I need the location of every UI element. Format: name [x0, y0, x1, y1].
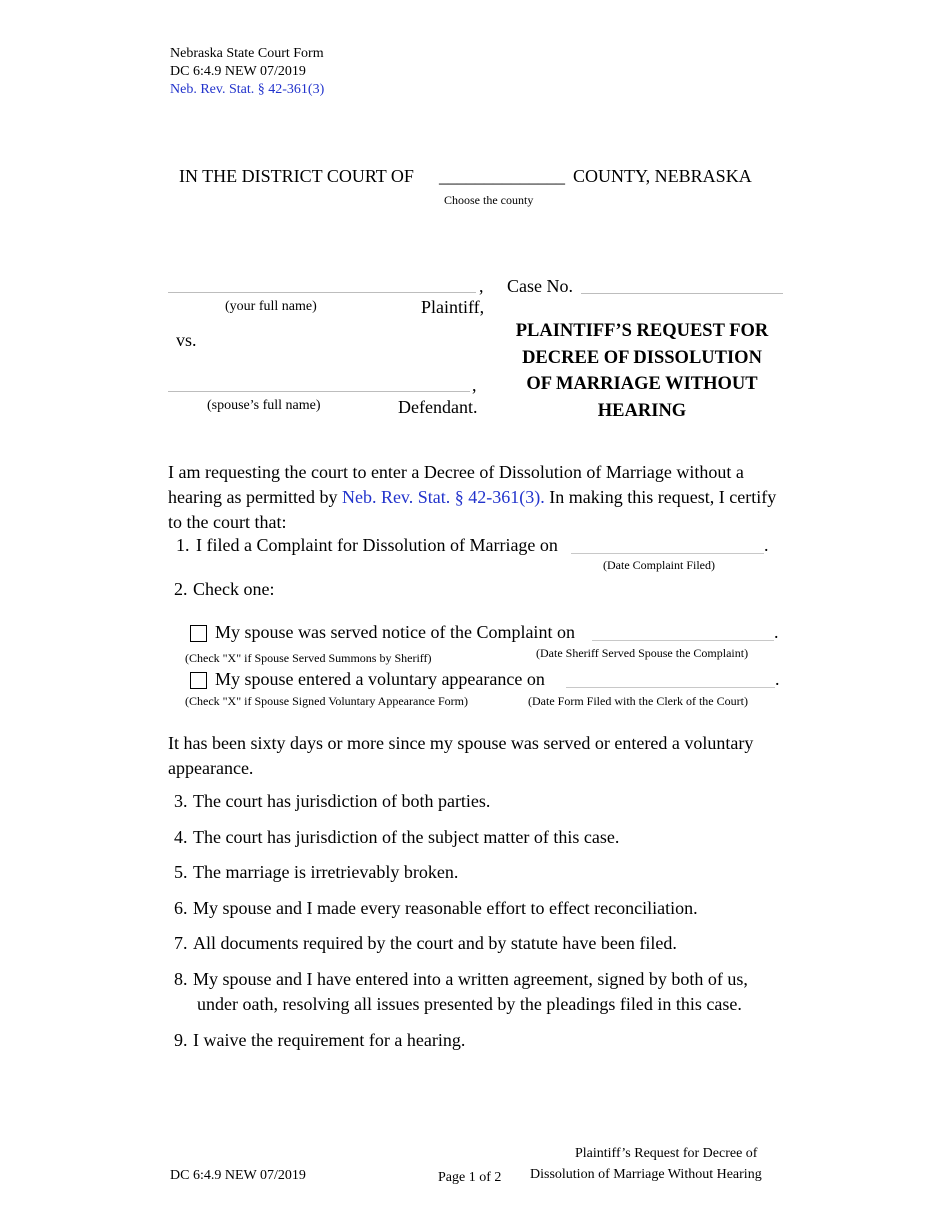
court-suffix: COUNTY, NEBRASKA [573, 166, 752, 186]
document-title-line-1: PLAINTIFF’S REQUEST FOR [515, 321, 769, 341]
case-no-label: Case No. [507, 276, 573, 296]
intro-statute-link[interactable]: Neb. Rev. Stat. § 42-361(3). [341, 487, 545, 507]
item-1-text: I filed a Complaint for Dissolution of Marriage on [196, 535, 558, 555]
item-4-number: 4. [174, 827, 188, 847]
defendant-role: Defendant. [398, 397, 478, 417]
option-b-date-hint: (Date Form Filed with the Clerk of the Court) [528, 694, 748, 708]
item-7-number: 7. [174, 933, 188, 953]
sheriff-served-date-field[interactable] [592, 640, 774, 641]
voluntary-appearance-checkbox[interactable] [190, 672, 207, 689]
document-title-line-2: DECREE OF DISSOLUTION [522, 347, 762, 368]
item-1-period: . [764, 535, 769, 555]
item-8-text: My spouse and I have entered into a written agreement, signed by both of us, [193, 969, 748, 989]
item-2-number: 2. [174, 579, 188, 599]
county-hint: Choose the county [444, 193, 534, 207]
footer-page-number: Page 1 of 2 [438, 1170, 502, 1185]
county-select[interactable]: ______________ [439, 166, 565, 186]
item-3-number: 3. [174, 791, 188, 811]
option-a-text: My spouse was served notice of the Complaint on [215, 622, 575, 642]
item-5-text: The marriage is irretrievably broken. [193, 862, 459, 882]
option-b-text: My spouse entered a voluntary appearance on [215, 669, 545, 689]
item-3-text: The court has jurisdiction of both parties. [193, 791, 491, 811]
item-9-number: 9. [174, 1030, 188, 1050]
intro-text-after-link: In making this request, I certify to the court that: [168, 487, 777, 532]
versus: vs. [176, 330, 197, 350]
item-8-text-continued: under oath, resolving all issues presented by the pleadings filed in this case. [197, 994, 742, 1014]
form-title: Nebraska State Court Form [170, 46, 324, 61]
plaintiff-comma: , [479, 276, 484, 296]
plaintiff-name-field[interactable] [168, 292, 476, 293]
complaint-date-hint: (Date Complaint Filed) [603, 558, 715, 572]
plaintiff-name-hint: (your full name) [225, 299, 317, 314]
item-1-number: 1. [176, 535, 190, 555]
item-2-text: Check one: [193, 579, 275, 599]
item-6-number: 6. [174, 898, 188, 918]
sheriff-served-checkbox[interactable] [190, 625, 207, 642]
document-title-line-3: OF MARRIAGE WITHOUT [526, 374, 758, 394]
intro-text-before-link: I am requesting the court to enter a Decree of Dissolution of Marriage without a hearing as permitted by [168, 462, 744, 507]
case-no-field[interactable] [581, 293, 783, 294]
document-title-line-4: HEARING [597, 400, 687, 421]
defendant-name-field[interactable] [168, 391, 470, 392]
voluntary-appearance-date-field[interactable] [566, 687, 775, 688]
option-b-check-hint: (Check "X" if Spouse Signed Voluntary Appearance Form) [185, 694, 468, 708]
item-5-number: 5. [174, 862, 188, 882]
court-prefix: IN THE DISTRICT COURT OF [179, 166, 414, 186]
option-a-check-hint: (Check "X" if Spouse Served Summons by Sheriff) [185, 651, 432, 665]
plaintiff-role: Plaintiff, [421, 297, 485, 317]
footer-title-line-1: Plaintiff’s Request for Decree of [575, 1146, 758, 1161]
sixty-days-paragraph: It has been sixty days or more since my spouse was served or entered a voluntary appearance. [168, 733, 754, 778]
document-title [496, 318, 788, 424]
option-a-date-hint: (Date Sheriff Served Spouse the Complaint) [536, 646, 749, 660]
form-code: DC 6:4.9 NEW 07/2019 [170, 64, 306, 79]
item-6-text: My spouse and I made every reasonable effort to effect reconciliation. [193, 898, 698, 918]
defendant-comma: , [472, 375, 477, 395]
item-7-text: All documents required by the court and by statute have been filed. [193, 933, 677, 953]
defendant-name-hint: (spouse’s full name) [207, 398, 321, 413]
option-a-period: . [774, 622, 779, 642]
item-4-text: The court has jurisdiction of the subject matter of this case. [193, 827, 620, 847]
complaint-date-field[interactable] [571, 553, 764, 554]
statute-link[interactable]: Neb. Rev. Stat. § 42-361(3) [170, 82, 325, 97]
item-8-number: 8. [174, 969, 188, 989]
intro-paragraph [168, 460, 788, 535]
item-9-text: I waive the requirement for a hearing. [193, 1030, 466, 1050]
footer-title-line-2: Dissolution of Marriage Without Hearing [530, 1167, 762, 1182]
footer-form-code: DC 6:4.9 NEW 07/2019 [170, 1168, 306, 1183]
option-b-period: . [775, 669, 780, 689]
